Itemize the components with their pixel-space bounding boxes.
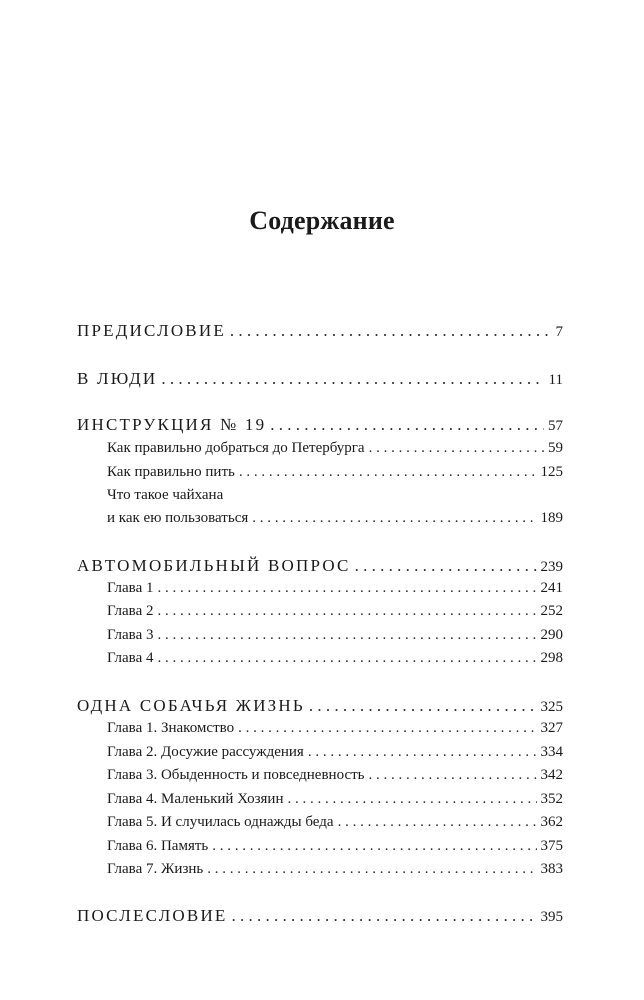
toc-subentry-title: Глава 1 [107,580,154,596]
toc-page-number: 352 [540,791,563,807]
toc-page-number: 327 [540,720,563,736]
toc-subentry-title: Глава 2 [107,603,154,619]
toc-entry-title: В ЛЮДИ [77,369,158,388]
toc-page-number: 325 [540,699,563,715]
toc-subentry[interactable] [107,603,563,620]
toc-subentry[interactable] [107,744,563,761]
dot-leader [238,720,536,737]
toc-page-number: 298 [540,650,563,666]
toc-subentry[interactable] [107,861,563,878]
toc-subentry-title: Глава 2. Досужие рассуждения [107,744,304,760]
dot-leader [369,440,544,457]
toc-page-number: 57 [548,418,563,434]
toc-subentry[interactable] [107,650,563,667]
toc-entry-title: ОДНА СОБАЧЬЯ ЖИЗНЬ [77,696,305,715]
toc-page-number: 59 [548,440,563,456]
toc-subentry-title: Глава 3. Обыденность и повседневность [107,767,365,783]
toc-entry-instruction-19[interactable] [77,415,563,435]
dot-leader [161,369,544,389]
dot-leader [239,464,537,481]
toc-subentry[interactable] [107,510,563,527]
toc-page-number: 383 [540,861,563,877]
toc-entry-v-lyudi[interactable] [77,369,563,389]
toc-subentry[interactable] [107,580,563,597]
dot-leader [338,814,537,831]
toc-entry-automobile[interactable] [77,556,563,576]
toc-page-number: 7 [555,324,563,340]
toc-subentry[interactable] [107,767,563,784]
toc-page-number: 241 [540,580,563,596]
toc-subentry[interactable] [107,791,563,808]
toc-page-number: 189 [540,510,563,526]
dot-leader [270,415,544,435]
toc-subentry-title: Что такое чайхана [107,487,224,503]
toc-page-number: 395 [540,909,563,925]
toc-subentry-title: Как правильно пить [107,464,235,480]
toc-subentry-title: Глава 1. Знакомство [107,720,235,736]
toc-entry-title: ПРЕДИСЛОВИЕ [77,321,226,340]
dot-leader [157,650,536,667]
toc-subentry-line1[interactable] [107,487,563,504]
page-title: Содержание [249,206,395,235]
dot-leader [309,696,537,716]
toc-subentry-title: Глава 7. Жизнь [107,861,204,877]
toc-entry-title: АВТОМОБИЛЬНЫЙ ВОПРОС [77,556,351,575]
toc-subentry[interactable] [107,627,563,644]
dot-leader [355,556,537,576]
dot-leader [157,627,536,644]
toc-subentry-title: Глава 3 [107,627,154,643]
toc-subentry[interactable] [107,464,563,481]
toc-page-number: 125 [540,464,563,480]
dot-leader [212,838,536,855]
toc-page-number: 375 [540,838,563,854]
toc-subentry-title: Глава 4 [107,650,154,666]
dot-leader [369,767,537,784]
toc-entry-title: ИНСТРУКЦИЯ № 19 [77,415,267,434]
dot-leader [157,603,536,620]
toc-subentry[interactable] [107,720,563,737]
toc-subentry-title: Как правильно добраться до Петербурга [107,440,365,456]
toc-page-number: 342 [540,767,563,783]
dot-leader [230,321,552,341]
toc-subentry[interactable] [107,838,563,855]
toc-page-number: 11 [548,372,563,388]
toc-page-number: 334 [540,744,563,760]
toc-subentry[interactable] [107,440,563,457]
dot-leader [232,906,537,926]
toc-page-number: 252 [540,603,563,619]
dot-leader [287,791,536,808]
toc-entry-afterword[interactable] [77,906,563,926]
toc-page-number: 362 [540,814,563,830]
dot-leader [252,510,536,527]
toc-subentry-title: Глава 4. Маленький Хозяин [107,791,284,807]
toc-page-number: 239 [540,559,563,575]
toc-page-number: 290 [540,627,563,643]
toc-entry-title: ПОСЛЕСЛОВИЕ [77,906,228,925]
dot-leader [207,861,536,878]
dot-leader [157,580,536,597]
toc-entry-dog-life[interactable] [77,696,563,716]
toc-subentry[interactable] [107,814,563,831]
toc-subentry-title: Глава 5. И случилась однажды беда [107,814,334,830]
toc-entry-preface[interactable] [77,321,563,341]
toc-subentry-title: Глава 6. Память [107,838,209,854]
dot-leader [308,744,537,761]
toc-subentry-title: и как ею пользоваться [107,510,249,526]
